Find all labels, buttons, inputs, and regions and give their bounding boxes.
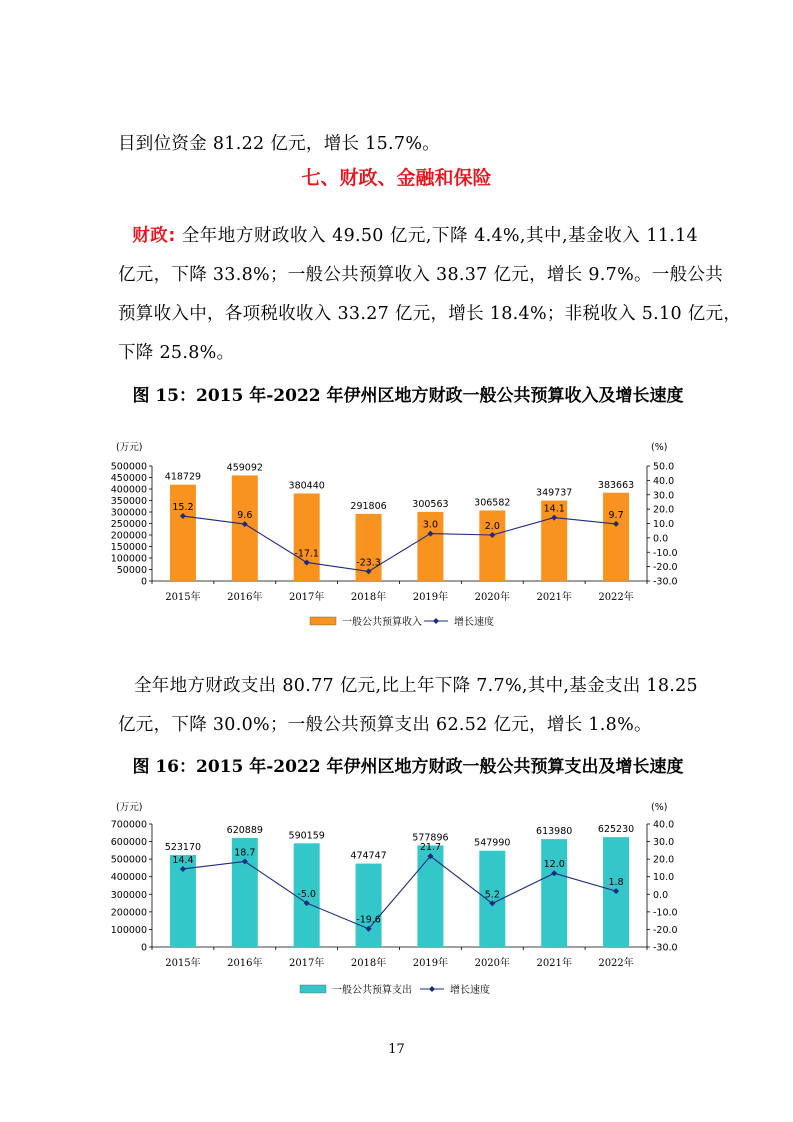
bar-value-label: 474747 bbox=[350, 850, 387, 862]
left-tick-label: 400000 bbox=[110, 484, 147, 496]
right-tick-label: 40.0 bbox=[653, 475, 675, 487]
left-tick-label: 150000 bbox=[110, 542, 147, 553]
x-category-label: 2019年 bbox=[412, 592, 449, 603]
paragraph-finance-line1 bbox=[118, 222, 698, 247]
bar-2017年 bbox=[294, 493, 320, 581]
paragraph-expenditure-line2: 亿元，下降 30.0%；一般公共预算支出 62.52 亿元，增长 1.8%。 bbox=[118, 715, 652, 735]
growth-value-label: 1.8 bbox=[608, 877, 624, 889]
left-tick-label: 600000 bbox=[110, 837, 147, 849]
x-category-label: 2020年 bbox=[474, 592, 511, 603]
legend-line-marker bbox=[429, 986, 435, 992]
left-tick-label: 250000 bbox=[110, 519, 147, 530]
bar-2016年 bbox=[232, 475, 258, 581]
bar-2019年 bbox=[417, 845, 443, 947]
page-number: 17 bbox=[388, 1042, 405, 1057]
bar-2015年 bbox=[170, 485, 196, 581]
figure-16-title: 图 16：2015 年-2022 年伊州区地方财政一般公共预算支出及增长速度 bbox=[132, 757, 684, 777]
right-tick-label: -10.0 bbox=[653, 907, 678, 919]
x-category-label: 2021年 bbox=[536, 592, 572, 603]
section-title: 七、财政、金融和保险 bbox=[301, 167, 492, 189]
bar-value-label: 590159 bbox=[288, 830, 325, 842]
bar-value-label: 418729 bbox=[164, 471, 202, 483]
growth-value-label: -19.6 bbox=[356, 914, 381, 926]
x-category-label: 2022年 bbox=[598, 958, 634, 969]
x-category-label: 2022年 bbox=[598, 592, 634, 603]
x-category-label: 2018年 bbox=[350, 958, 387, 969]
right-tick-label: 30.0 bbox=[653, 837, 675, 849]
paragraph-continuation: 目到位资金 81.22 亿元，增长 15.7%。 bbox=[118, 134, 441, 154]
right-axis-unit: (%) bbox=[651, 442, 668, 453]
x-category-label: 2017年 bbox=[288, 958, 325, 969]
growth-value-label: 3.0 bbox=[422, 519, 438, 531]
right-tick-label: 0.0 bbox=[653, 889, 669, 901]
right-tick-label: 20.0 bbox=[653, 854, 675, 866]
x-category-label: 2016年 bbox=[227, 592, 263, 603]
legend-line-label: 增长速度 bbox=[450, 985, 490, 996]
right-tick-label: 40.0 bbox=[653, 819, 675, 831]
x-category-label: 2018年 bbox=[350, 592, 387, 603]
growth-value-label: 14.4 bbox=[172, 854, 194, 866]
legend-bar-swatch bbox=[310, 617, 336, 625]
growth-value-label: 12.0 bbox=[543, 859, 565, 871]
x-category-label: 2015年 bbox=[165, 592, 201, 603]
legend-line-label: 增长速度 bbox=[454, 617, 494, 628]
bar-value-label: 383663 bbox=[597, 479, 635, 491]
x-category-label: 2015年 bbox=[165, 958, 201, 969]
left-tick-label: 300000 bbox=[110, 507, 147, 519]
revenue-chart bbox=[102, 440, 692, 635]
paragraph-finance-line2: 亿元，下降 33.8%；一般公共预算收入 38.37 亿元，增长 9.7%。一般公共 bbox=[118, 265, 723, 285]
paragraph-finance-line3: 预算收入中，各项税收收入 33.27 亿元，增长 18.4%；非税收入 5.10 亿元， bbox=[118, 304, 742, 324]
left-tick-label: 400000 bbox=[110, 872, 147, 884]
bar-value-label: 306582 bbox=[474, 497, 511, 509]
right-tick-label: 20.0 bbox=[653, 504, 675, 516]
bar-2021年 bbox=[541, 839, 567, 947]
figure-15-title: 图 15：2015 年-2022 年伊州区地方财政一般公共预算收入及增长速度 bbox=[132, 386, 684, 406]
x-category-label: 2020年 bbox=[474, 958, 511, 969]
x-category-label: 2017年 bbox=[288, 592, 325, 603]
left-tick-label: 200000 bbox=[110, 530, 147, 542]
right-tick-label: 0.0 bbox=[653, 533, 669, 545]
x-category-label: 2016年 bbox=[227, 958, 263, 969]
bar-value-label: 349737 bbox=[536, 487, 573, 499]
right-tick-label: 10.0 bbox=[653, 519, 675, 530]
right-tick-label: 10.0 bbox=[653, 872, 675, 884]
bar-value-label: 620889 bbox=[226, 824, 263, 836]
bar-value-label: 523170 bbox=[164, 842, 202, 854]
right-tick-label: -20.0 bbox=[653, 562, 678, 574]
right-tick-label: -20.0 bbox=[653, 924, 678, 936]
right-axis-unit: (%) bbox=[651, 802, 668, 813]
right-tick-label: 30.0 bbox=[653, 490, 675, 502]
left-tick-label: 0 bbox=[140, 576, 147, 588]
legend-bar-swatch bbox=[300, 985, 326, 993]
growth-value-label: 9.6 bbox=[237, 510, 253, 522]
left-tick-label: 100000 bbox=[110, 924, 147, 936]
growth-value-label: 2.0 bbox=[484, 521, 500, 532]
bar-2018年 bbox=[356, 864, 382, 947]
right-tick-label: 50.0 bbox=[653, 461, 675, 473]
left-tick-label: 450000 bbox=[110, 473, 147, 484]
x-category-label: 2021年 bbox=[536, 958, 572, 969]
bar-value-label: 625230 bbox=[597, 824, 635, 836]
left-axis-unit: (万元) bbox=[116, 442, 143, 453]
growth-value-label: 21.7 bbox=[419, 842, 442, 854]
bar-2022年 bbox=[603, 493, 629, 581]
right-tick-label: -10.0 bbox=[653, 547, 678, 559]
right-tick-label: -30.0 bbox=[653, 576, 678, 588]
paragraph-finance-line4: 下降 25.8%。 bbox=[118, 343, 235, 363]
legend-bar-label: 一般公共预算支出 bbox=[332, 985, 412, 996]
bar-value-label: 380440 bbox=[288, 480, 325, 492]
growth-value-label: -5.0 bbox=[297, 889, 316, 901]
bar-value-label: 547990 bbox=[474, 837, 511, 849]
growth-value-label: -17.1 bbox=[294, 548, 319, 560]
growth-value-label: -23.3 bbox=[356, 557, 381, 569]
bar-value-label: 577896 bbox=[412, 832, 449, 844]
finance-line1-text: 全年地方财政收入 49.50 亿元,下降 4.4%,其中,基金收入 11.14 bbox=[175, 226, 698, 246]
left-tick-label: 300000 bbox=[110, 889, 147, 901]
growth-value-label: 15.2 bbox=[172, 502, 194, 514]
left-tick-label: 500000 bbox=[110, 854, 147, 866]
bar-value-label: 300563 bbox=[412, 498, 449, 510]
left-tick-label: 200000 bbox=[110, 907, 147, 919]
expenditure-chart bbox=[102, 800, 692, 1005]
legend-bar-label: 一般公共预算收入 bbox=[342, 617, 422, 628]
finance-label: 财政: bbox=[132, 226, 176, 246]
bar-value-label: 613980 bbox=[536, 826, 573, 838]
left-axis-unit: (万元) bbox=[116, 802, 143, 813]
left-tick-label: 0 bbox=[140, 942, 147, 954]
growth-value-label: 9.7 bbox=[608, 509, 624, 521]
left-tick-label: 350000 bbox=[110, 496, 147, 507]
growth-value-label: 14.1 bbox=[543, 503, 565, 515]
growth-value-label: 5.2 bbox=[484, 889, 500, 901]
left-tick-label: 50000 bbox=[116, 565, 147, 576]
paragraph-expenditure-line1: 全年地方财政支出 80.77 亿元,比上年下降 7.7%,其中,基金支出 18.25 bbox=[134, 676, 698, 696]
left-tick-label: 700000 bbox=[110, 819, 147, 831]
right-tick-label: -30.0 bbox=[653, 942, 678, 954]
growth-value-label: 18.7 bbox=[234, 847, 256, 859]
legend-line-marker bbox=[433, 618, 439, 624]
left-tick-label: 100000 bbox=[110, 553, 147, 565]
bar-value-label: 459092 bbox=[226, 462, 263, 474]
x-category-label: 2019年 bbox=[412, 958, 449, 969]
left-tick-label: 500000 bbox=[110, 461, 147, 473]
bar-value-label: 291806 bbox=[350, 500, 387, 512]
